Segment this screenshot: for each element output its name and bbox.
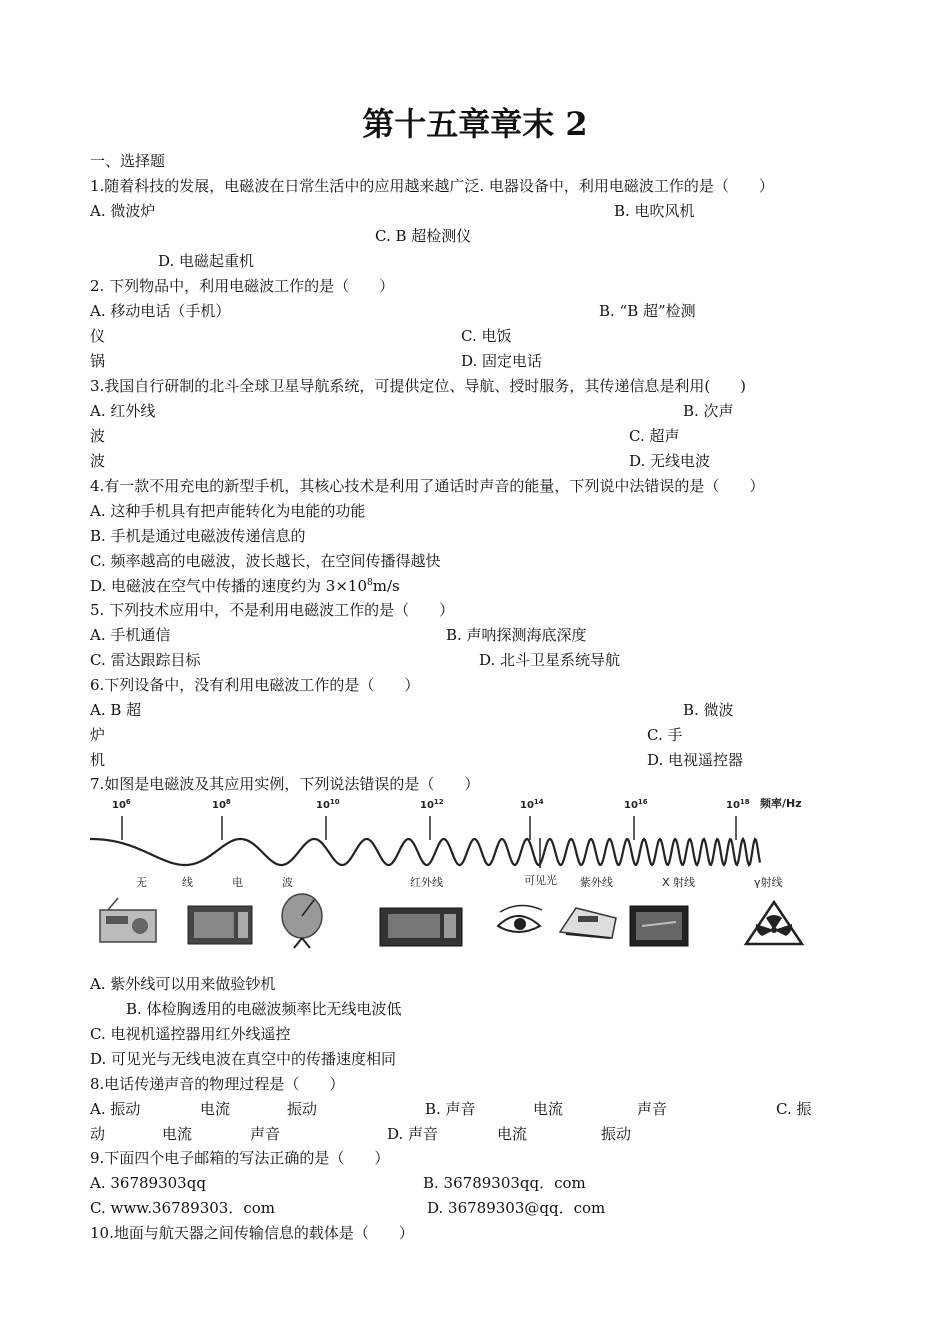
q8-option-c-3: 电流: [162, 1125, 193, 1143]
page-title: 第十五章章末 2: [362, 105, 588, 143]
q6-option-a: A. B 超: [90, 701, 142, 719]
em-spectrum-figure: [90, 792, 830, 954]
q8-option-b-2: 电流: [533, 1100, 564, 1118]
q3-option-d: D. 无线电波: [629, 452, 711, 470]
q2-option-b-wrap: 仪: [90, 327, 106, 345]
q2-option-c: C. 电饭: [461, 327, 512, 345]
q2-option-d: D. 固定电话: [461, 352, 543, 370]
section-heading: 一、选择题: [90, 152, 166, 170]
freq-label-1e8: $10^8$: [212, 798, 231, 811]
radiation-icon: [746, 902, 802, 944]
q6-option-b: B. 微波: [683, 701, 734, 719]
q6-option-b-wrap: 炉: [90, 726, 106, 744]
q8-option-b-3: 声音: [637, 1100, 668, 1118]
q5-option-c: C. 雷达跟踪目标: [90, 651, 201, 669]
q1-option-a: A. 微波炉: [90, 202, 156, 220]
q6-stem: 6.下列设备中，没有利用电磁波工作的是（ ）: [90, 676, 420, 694]
q4-stem: 4.有一款不用充电的新型手机，其核心技术是利用了通话时声音的能量，下列说中法错误的是（ ）: [90, 477, 765, 495]
q7-stem: 7.如图是电磁波及其应用实例，下列说法错误的是（ ）: [90, 775, 480, 793]
q7-option-b: B. 体检胸透用的电磁波频率比无线电波低: [126, 1000, 402, 1018]
q8-option-c-1: C. 振: [776, 1100, 812, 1118]
freq-label-1e14: $10^{14}$: [520, 798, 544, 811]
freq-label-1e16: $10^{16}$: [624, 798, 648, 811]
q8-option-d-3: 振动: [601, 1125, 632, 1143]
q4-option-a: A. 这种手机具有把声能转化为电能的功能: [90, 502, 366, 520]
band-radio-1: 无: [136, 876, 147, 889]
band-radio-4: 波: [282, 876, 293, 889]
q9-option-c: C. www.36789303．com: [90, 1199, 275, 1217]
xray-film-icon: [630, 906, 688, 946]
wave-line: [90, 839, 760, 865]
q2-option-b: B. “B 超”检测: [599, 302, 696, 320]
freq-unit-label: 频率/Hz: [760, 797, 802, 810]
q8-option-d-1: D. 声音: [387, 1125, 439, 1143]
q5-option-d: D. 北斗卫星系统导航: [479, 651, 621, 669]
q5-stem: 5. 下列技术应用中，不是利用电磁波工作的是（ ）: [90, 601, 455, 619]
satellite-dish-icon: [282, 894, 322, 948]
microwave-icon: [188, 906, 252, 944]
q3-option-b: B. 次声: [683, 402, 734, 420]
band-radio-2: 线: [182, 876, 193, 889]
band-visible: 可见光: [524, 874, 557, 887]
q1-option-d: D. 电磁起重机: [158, 252, 255, 270]
q6-option-c-wrap: 机: [90, 751, 106, 769]
q9-option-b: B. 36789303qq．com: [423, 1174, 586, 1192]
q1-option-c: C. B 超检测仪: [375, 227, 472, 245]
q8-option-c-4: 声音: [250, 1125, 281, 1143]
toaster-oven-icon: [380, 908, 462, 946]
q8-option-a-2: 电流: [200, 1100, 231, 1118]
q2-stem: 2. 下列物品中，利用电磁波工作的是（ ）: [90, 277, 395, 295]
q8-option-a-3: 振动: [287, 1100, 318, 1118]
q7-option-a: A. 紫外线可以用来做验钞机: [90, 975, 276, 993]
freq-label-1e12: $10^{12}$: [420, 798, 444, 811]
q4-option-c: C. 频率越高的电磁波，波长越长，在空间传播得越快: [90, 552, 441, 570]
q8-option-a-1: A. 振动: [90, 1100, 141, 1118]
q3-option-c-wrap: 波: [90, 452, 106, 470]
q3-option-c: C. 超声: [629, 427, 680, 445]
q7-option-d: D. 可见光与无线电波在真空中的传播速度相同: [90, 1050, 397, 1068]
q9-stem: 9.下面四个电子邮箱的写法正确的是（ ）: [90, 1149, 390, 1167]
radio-icon: [100, 898, 156, 942]
band-xray: X 射线: [662, 876, 696, 889]
q8-stem: 8.电话传递声音的物理过程是（ ）: [90, 1075, 345, 1093]
band-gamma: γ射线: [754, 876, 783, 889]
q8-option-d-2: 电流: [497, 1125, 528, 1143]
q5-option-b: B. 声呐探测海底深度: [446, 626, 587, 644]
banknote-icon: [560, 908, 616, 938]
q9-option-a: A. 36789303qq: [90, 1174, 206, 1192]
band-radio-3: 电: [232, 876, 243, 889]
band-infrared: 红外线: [410, 876, 443, 889]
q1-stem: 1.随着科技的发展，电磁波在日常生活中的应用越来越广泛. 电器设备中，利用电磁波工作的是（ ）: [90, 177, 774, 195]
q3-stem: 3.我国自行研制的北斗全球卫星导航系统，可提供定位、导航、授时服务，其传递信息是利用( ): [90, 377, 747, 395]
q3-option-b-wrap: 波: [90, 427, 106, 445]
q6-option-d: D. 电视遥控器: [647, 751, 744, 769]
q9-option-d: D. 36789303@qq．com: [427, 1199, 606, 1217]
q7-option-c: C. 电视机遥控器用红外线遥控: [90, 1025, 291, 1043]
freq-label-1e6: $10^6$: [112, 798, 131, 811]
q2-option-a: A. 移动电话（手机）: [90, 302, 231, 320]
band-ultraviolet: 紫外线: [580, 876, 613, 889]
q8-option-b-1: B. 声音: [425, 1100, 476, 1118]
q2-option-c-wrap: 锅: [90, 352, 106, 370]
q3-option-a: A. 红外线: [90, 402, 156, 420]
q10-stem: 10.地面与航天器之间传输信息的载体是（ ）: [90, 1224, 414, 1242]
freq-label-1e10: $10^{10}$: [316, 798, 340, 811]
q4-option-d: D. 电磁波在空气中传播的速度约为 $3\times 10^8m/s$: [90, 577, 400, 595]
eye-icon: [498, 905, 542, 932]
q1-option-b: B. 电吹风机: [614, 202, 695, 220]
q8-option-c-2: 动: [90, 1125, 106, 1143]
freq-label-1e18: $10^{18}$: [726, 798, 750, 811]
q4-option-b: B. 手机是通过电磁波传递信息的: [90, 527, 306, 545]
q6-option-c: C. 手: [647, 726, 683, 744]
q5-option-a: A. 手机通信: [90, 626, 171, 644]
